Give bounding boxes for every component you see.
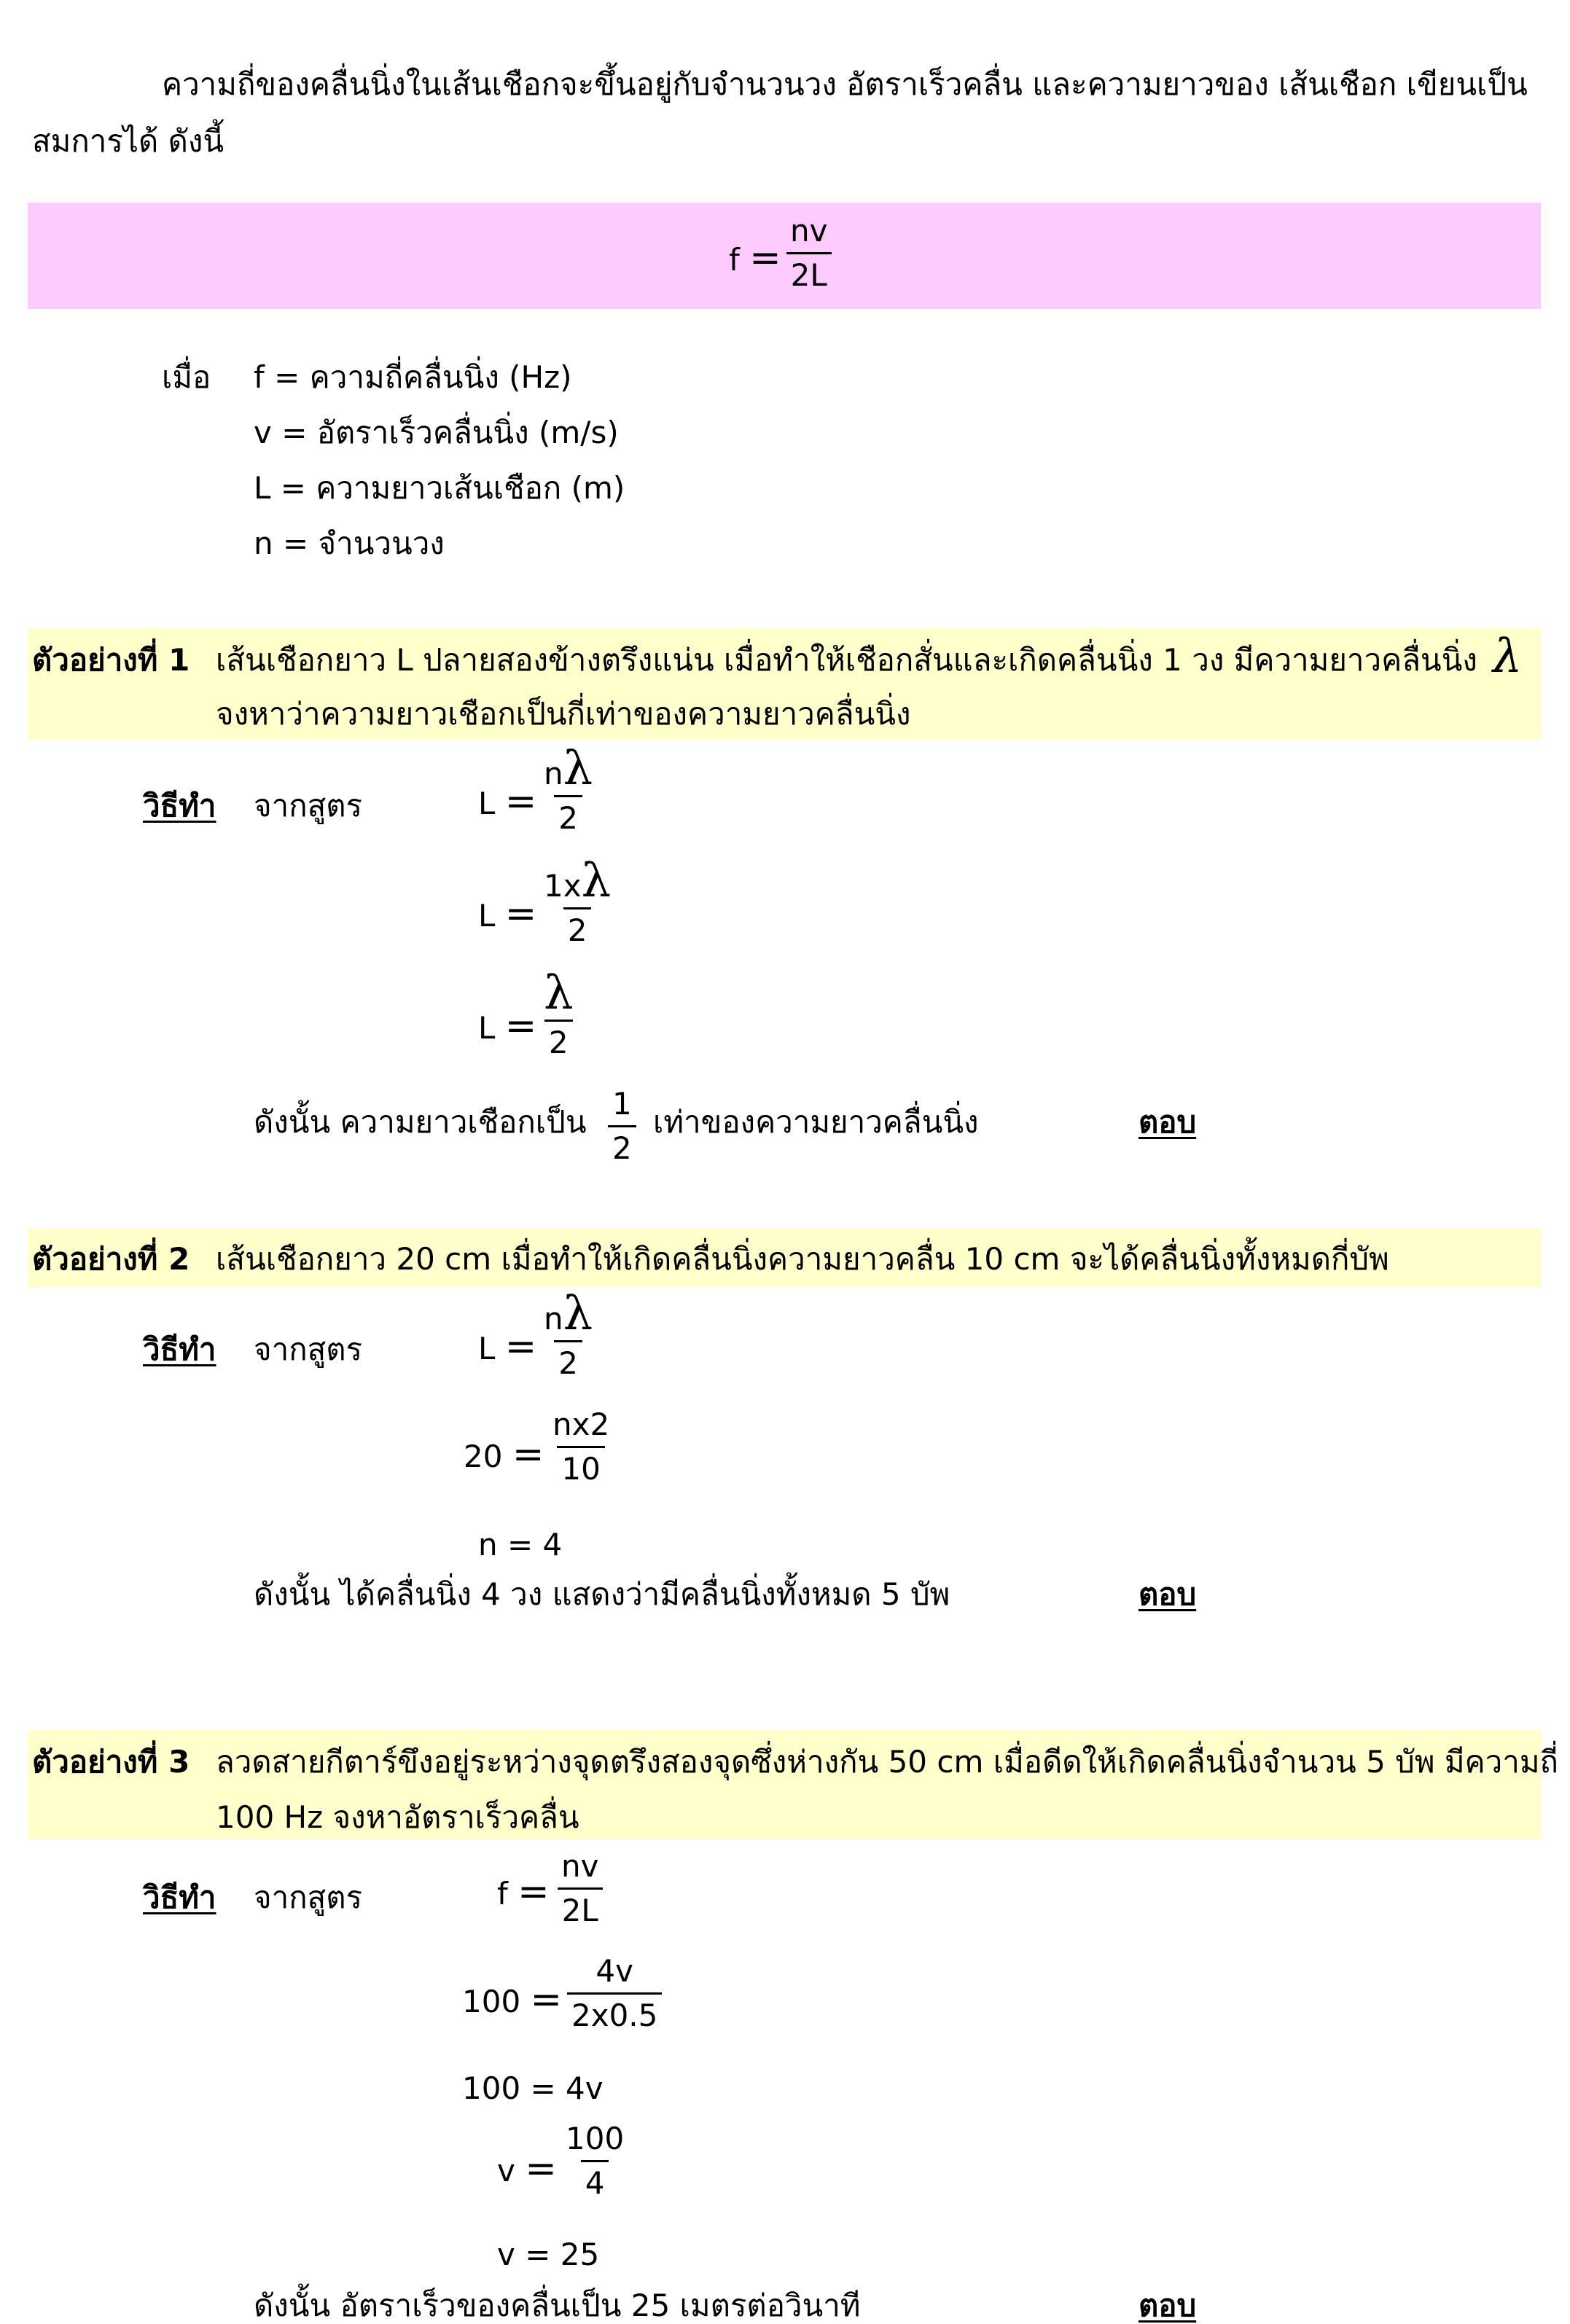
- intro-line-2: สมการได้ ดังนี้: [32, 123, 224, 159]
- ex1-step2-lhs: L =: [478, 892, 537, 936]
- example1-answer: ตอบ: [1139, 1104, 1197, 1140]
- ex2-step1-den: 2: [554, 1340, 582, 1379]
- ex3-step5: v = 25: [497, 2237, 600, 2272]
- lambda-symbol: λ: [1493, 630, 1523, 684]
- ex1-step2-fraction: [539, 854, 615, 948]
- ex2-step2-fraction: [548, 1406, 614, 1487]
- example3-conclusion: ดังนั้น อัตราเร็วของคลื่นเป็น 25 เมตรต่อวินาที: [254, 2288, 861, 2323]
- formula-numerator: nv: [790, 213, 828, 249]
- ex1-step2-den: 2: [563, 907, 592, 946]
- ex2-step1-lhs: L =: [478, 1325, 537, 1369]
- example2-question-1: เส้นเชือกยาว 20 cm เมื่อทำให้เกิดคลื่นนิ่งความยาวคลื่น 10 cm จะได้คลื่นนิ่งทั้งหมดกี่บัพ: [216, 1241, 1389, 1277]
- lambda-symbol: λ: [581, 854, 612, 908]
- ex3-step3: 100 = 4v: [462, 2070, 604, 2106]
- ex1-half-den: 2: [608, 1125, 636, 1164]
- ex3-step2-fraction: [567, 1953, 662, 2033]
- example2-method: วิธีทำ: [143, 1331, 216, 1367]
- ex3-step2-den: 2x0.5: [567, 1992, 662, 2031]
- ex3-step1-num: nv: [561, 1848, 599, 1884]
- where-item-n: n = จำนวนวง: [254, 525, 445, 561]
- example1-conclusion-post: เท่าของความยาวคลื่นนิ่ง: [653, 1104, 979, 1140]
- ex1-step3-lhs: L =: [478, 1004, 537, 1048]
- lambda-symbol: λ: [563, 742, 593, 796]
- example2-conclusion: ดังนั้น ได้คลื่นนิ่ง 4 วง แสดงว่ามีคลื่นนิ่งทั้งหมด 5 บัพ: [254, 1576, 950, 1612]
- where-label: เมื่อ: [162, 359, 211, 395]
- ex3-step1-lhs: f =: [497, 1870, 550, 1914]
- ex3-step4-fraction: [561, 2121, 628, 2201]
- ex1-step1-fraction: [539, 742, 597, 836]
- example2-answer: ตอบ: [1139, 1576, 1197, 1612]
- ex1-half-fraction: [608, 1086, 636, 1166]
- where-item-v: v = อัตราเร็วคลื่นนิ่ง (m/s): [254, 415, 619, 450]
- formula-denominator: 2L: [786, 252, 832, 291]
- ex3-step4-lhs: v =: [497, 2147, 557, 2191]
- formula-fraction: [786, 213, 832, 293]
- ex2-step2-lhs: 20 =: [464, 1433, 544, 1476]
- ex2-step2-den: 10: [557, 1446, 604, 1484]
- ex1-step2-coef: 1x: [544, 868, 582, 904]
- example3-method: วิธีทำ: [143, 1879, 216, 1915]
- ex2-step1-n: n: [544, 1301, 563, 1337]
- example3-title: ตัวอย่างที่ 3: [32, 1744, 190, 1780]
- example1-question-2: จงหาว่าความยาวเชือกเป็นกี่เท่าของความยาวคลื่นนิ่ง: [216, 696, 911, 732]
- ex3-step2-num: 4v: [595, 1953, 633, 1989]
- intro-line-1: ความถี่ของคลื่นนิ่งในเส้นเชือกจะขึ้นอยู่กับจำนวนวง อัตราเร็วคลื่น และความยาวของ เส้นเชือก เขียนเป็น: [162, 66, 1528, 102]
- example1-conclusion-pre: ดังนั้น ความยาวเชือกเป็น: [254, 1104, 587, 1140]
- example1-from: จากสูตร: [254, 788, 363, 823]
- ex1-step1-n: n: [544, 756, 563, 791]
- ex3-step4-num: 100: [566, 2121, 625, 2156]
- example2-from: จากสูตร: [254, 1331, 363, 1367]
- example1-question-1: เส้นเชือกยาว L ปลายสองข้างตรึงแน่น เมื่อทำให้เชือกสั่นและเกิดคลื่นนิ่ง 1 วง มีความยาวคลื่นนิ่ง: [216, 642, 1477, 678]
- ex1-half-num: 1: [612, 1086, 632, 1122]
- lambda-symbol: λ: [563, 1287, 593, 1341]
- example2-title: ตัวอย่างที่ 2: [32, 1241, 190, 1277]
- example3-answer: ตอบ: [1139, 2288, 1197, 2323]
- ex3-step4-den: 4: [581, 2160, 609, 2199]
- ex1-step3-den: 2: [544, 1020, 573, 1058]
- where-item-f: f = ความถี่คลื่นนิ่ง (Hz): [254, 359, 572, 395]
- ex2-step2-num: nx2: [552, 1406, 610, 1442]
- ex1-step1-den: 2: [554, 795, 582, 834]
- example3-from: จากสูตร: [254, 1879, 363, 1915]
- example1-title: ตัวอย่างที่ 1: [32, 642, 190, 678]
- ex1-step1-lhs: L =: [478, 780, 537, 823]
- ex1-step3-fraction: [539, 966, 578, 1060]
- ex3-step1-den: 2L: [558, 1887, 603, 1926]
- where-item-L: L = ความยาวเส้นเชือก (m): [254, 470, 625, 506]
- formula-lhs: f =: [729, 236, 781, 280]
- example1-method: วิธีทำ: [143, 788, 216, 823]
- formula-band: [28, 203, 1541, 309]
- ex3-step1-fraction: [557, 1848, 603, 1928]
- example3-question-2: 100 Hz จงหาอัตราเร็วคลื่น: [216, 1799, 579, 1835]
- ex3-step2-lhs: 100 =: [462, 1978, 563, 2022]
- ex2-step1-fraction: [539, 1287, 597, 1381]
- ex2-step3: n = 4: [478, 1527, 563, 1562]
- lambda-symbol: λ: [544, 966, 574, 1020]
- example3-question-1: ลวดสายกีตาร์ขึงอยู่ระหว่างจุดตรึงสองจุดซึ่งห่างกัน 50 cm เมื่อดีดให้เกิดคลื่นนิ่งจำนวน 5 บัพ มีความถี่: [216, 1744, 1558, 1780]
